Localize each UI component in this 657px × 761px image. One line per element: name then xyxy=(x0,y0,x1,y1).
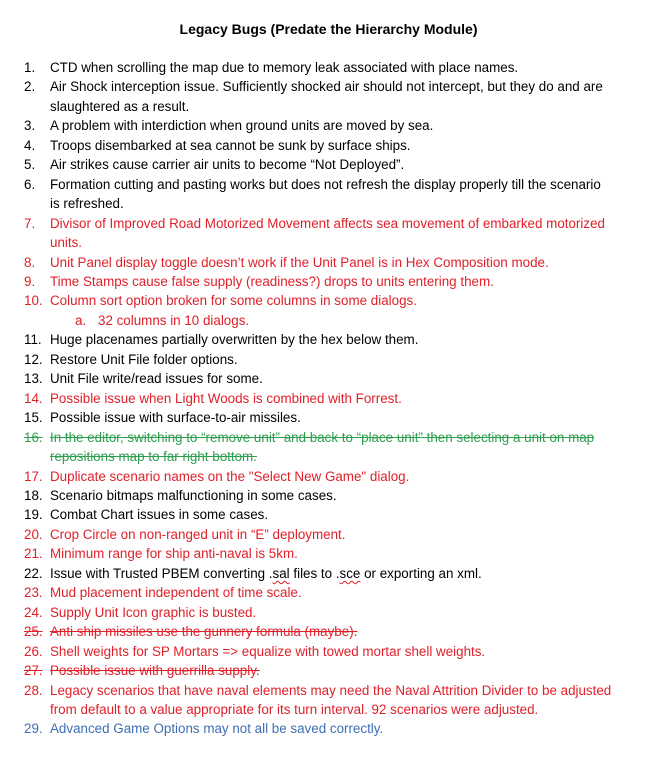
item-text: A problem with interdiction when ground units are moved by sea. xyxy=(50,118,434,134)
item-number: 14. xyxy=(24,390,43,406)
list-item-6 xyxy=(0,175,657,214)
item-number: 27. xyxy=(24,663,43,679)
item-number: 11. xyxy=(24,332,42,348)
item-text-part: Issue with Trusted PBEM converting . xyxy=(50,565,273,581)
list-item-28 xyxy=(0,681,657,720)
list-item-14 xyxy=(0,389,657,408)
item-text: Combat Chart issues in some cases. xyxy=(50,507,269,523)
item-text: Legacy scenarios that have naval elements may need the Naval Attrition Divider to be adjusted from default to a value appropriate for its turn interval. 92 scenarios were adjusted. xyxy=(50,682,612,717)
item-text: Column sort option broken for some columns in some dialogs. xyxy=(50,293,417,309)
item-text: Unit File write/read issues for some. xyxy=(50,371,263,387)
list-item-5 xyxy=(0,155,657,174)
item-number: 13. xyxy=(24,371,43,387)
item-number: 2. xyxy=(24,79,36,95)
item-number: 28. xyxy=(24,682,43,698)
item-text: Scenario bitmaps malfunctioning in some cases. xyxy=(50,487,337,503)
item-text: Minimum range for ship anti-naval is 5km. xyxy=(50,546,298,562)
item-number: 15. xyxy=(24,410,43,426)
item-text: Advanced Game Options may not all be saved correctly. xyxy=(50,721,384,737)
item-number: 3. xyxy=(24,118,36,134)
item-number: 4. xyxy=(24,137,36,153)
list-item-1 xyxy=(0,58,657,77)
item-number: 26. xyxy=(24,643,43,659)
item-text: Mud placement independent of time scale. xyxy=(50,585,302,601)
item-text: CTD when scrolling the map due to memory leak associated with place names. xyxy=(50,60,519,75)
item-text: Possible issue with guerrilla supply. xyxy=(50,663,260,679)
item-number: 6. xyxy=(24,176,36,192)
list-item-19 xyxy=(0,505,657,524)
item-number: 17. xyxy=(24,468,43,484)
item-number: 8. xyxy=(24,254,36,270)
list-item-21 xyxy=(0,544,657,563)
list-item-29 xyxy=(0,719,657,738)
item-number: 7. xyxy=(24,215,36,231)
item-number: 22. xyxy=(24,565,43,581)
list-item-27 xyxy=(0,661,657,680)
item-number: 18. xyxy=(24,487,43,503)
item-text: Formation cutting and pasting works but does not refresh the display properly till the scenario is refreshed. xyxy=(50,176,601,212)
item-text: In the editor, switching to “remove unit” and back to “place unit” then selecting a unit on map repositions map to far right bottom. xyxy=(50,429,595,465)
document-title: Legacy Bugs (Predate the Hierarchy Module) xyxy=(179,21,478,37)
list-item-10 xyxy=(0,291,657,310)
item-text: Air Shock interception issue. Sufficiently shocked air should not intercept, but they do and are slaughtered as a result. xyxy=(50,79,603,114)
list-item-25 xyxy=(0,622,657,641)
item-number: 9. xyxy=(24,273,36,289)
item-text: Possible issue when Light Woods is combined with Forrest. xyxy=(50,390,402,406)
list-item-16 xyxy=(0,428,657,467)
list-item-15 xyxy=(0,408,657,427)
item-text-part: or exporting an xml. xyxy=(360,565,482,581)
list-item-18 xyxy=(0,486,657,505)
item-text: Restore Unit File folder options. xyxy=(50,351,238,367)
list-item-22 xyxy=(0,564,657,583)
item-text: Duplicate scenario names on the "Select New Game" dialog. xyxy=(50,468,410,484)
item-text xyxy=(50,564,613,583)
list-item-9 xyxy=(0,272,657,291)
subitem-letter: a. xyxy=(75,312,87,328)
list-item-7 xyxy=(0,214,657,253)
item-number: 21. xyxy=(24,546,43,562)
item-text: Divisor of Improved Road Motorized Movement affects sea movement of embarked motorized units. xyxy=(50,215,605,251)
item-text: Air strikes cause carrier air units to become “Not Deployed”. xyxy=(50,157,405,173)
list-item-17 xyxy=(0,467,657,486)
item-text: Shell weights for SP Mortars => equalize with towed mortar shell weights. xyxy=(50,643,486,659)
item-text: Supply Unit Icon graphic is busted. xyxy=(50,604,257,620)
list-item-20 xyxy=(0,525,657,544)
item-number: 12. xyxy=(24,351,43,367)
list-item-26 xyxy=(0,642,657,661)
list-item-23 xyxy=(0,583,657,602)
list-item-24 xyxy=(0,603,657,622)
item-number: 24. xyxy=(24,604,43,620)
item-text: Troops disembarked at sea cannot be sunk by surface ships. xyxy=(50,137,411,153)
spelling-flag-sal: sal xyxy=(272,565,290,581)
item-text: Possible issue with surface-to-air missiles. xyxy=(50,410,301,426)
list-item-13 xyxy=(0,369,657,388)
item-number: 23. xyxy=(24,585,43,601)
list-item-12 xyxy=(0,350,657,369)
list-item-11 xyxy=(0,330,657,349)
item-number: 29. xyxy=(24,721,43,737)
item-number: 1. xyxy=(24,60,36,75)
subitem-text: 32 columns in 10 dialogs. xyxy=(98,312,250,328)
item-number: 16. xyxy=(24,429,43,445)
item-text: Unit Panel display toggle doesn’t work if the Unit Panel is in Hex Composition mode. xyxy=(50,254,549,270)
item-number: 19. xyxy=(24,507,43,523)
item-text: Huge placenames partially overwritten by the hex below them. xyxy=(50,332,419,348)
list-item-2 xyxy=(0,77,657,116)
spelling-flag-sce: sce xyxy=(339,565,361,581)
item-text: Time Stamps cause false supply (readiness?) drops to units entering them. xyxy=(50,273,494,289)
item-text: Crop Circle on non-ranged unit in “E” deployment. xyxy=(50,526,346,542)
item-number: 5. xyxy=(24,157,36,173)
item-text: Anti ship missiles use the gunnery formula (maybe). xyxy=(50,624,358,640)
item-text-part: files to . xyxy=(289,565,340,581)
item-number: 10. xyxy=(24,293,43,309)
item-number: 20. xyxy=(24,526,43,542)
list-item-4 xyxy=(0,136,657,155)
list-item-3 xyxy=(0,116,657,135)
list-item-8 xyxy=(0,253,657,272)
list-subitem-a xyxy=(0,311,657,330)
item-number: 25. xyxy=(24,624,43,640)
bug-list xyxy=(0,58,657,739)
